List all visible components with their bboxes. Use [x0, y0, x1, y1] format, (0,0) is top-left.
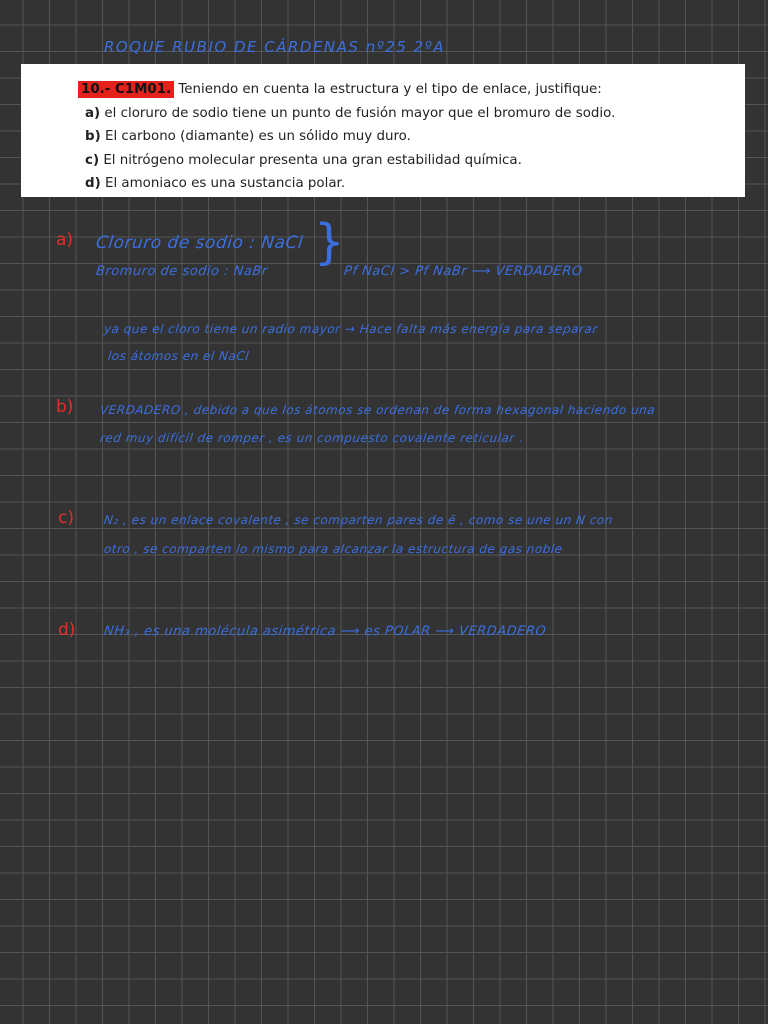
answer-c-line1: N₂ , es un enlace covalente , se comparten pares de ē , como se une un N con: [103, 513, 614, 527]
question-box: [21, 64, 745, 197]
answer-d-line1: NH₃ , es una molécula asimétrica ⟶ es POLAR ⟶ VERDADERO: [103, 624, 547, 639]
question-item-text: el cloruro de sodio tiene un punto de fusión mayor que el bromuro de sodio.: [104, 105, 616, 121]
answer-b-line1: VERDADERO , debido a que los átomos se ordenan de forma hexagonal haciendo una: [99, 403, 656, 417]
question-intro: Teniendo en cuenta la estructura y el tipo de enlace, justifique:: [178, 82, 602, 97]
answer-a-reason2: los átomos en el NaCl: [107, 349, 250, 363]
question-item-letter: c): [85, 152, 100, 168]
question-item-b: [85, 125, 745, 149]
answer-a-line1: Cloruro de sodio : NaCl: [94, 233, 305, 253]
question-item-a: [85, 102, 745, 126]
answer-d-mark: d): [58, 620, 76, 640]
question-item-text: El nitrógeno molecular presenta una gran estabilidad química.: [103, 152, 522, 168]
answer-a-conclusion: Pf NaCl > Pf NaBr ⟶ VERDADERO: [343, 264, 584, 279]
answer-a-line2: Bromuro de sodio : NaBr: [95, 264, 269, 279]
question-item-text: El carbono (diamante) es un sólido muy duro.: [104, 129, 411, 144]
answer-c-line2: otro , se comparten lo mismo para alcanzar la estructura de gas noble: [103, 542, 564, 556]
question-item-letter: d): [85, 176, 101, 191]
student-name-line: ROQUE RUBIO DE CÁRDENAS nº25 2ºA: [104, 38, 446, 56]
question-item-letter: a): [85, 105, 101, 121]
question-item-d: [85, 172, 745, 196]
answer-a-mark: a): [56, 230, 74, 250]
question-item-letter: b): [85, 129, 101, 144]
question-item-text: El amoniaco es una sustancia polar.: [104, 176, 346, 191]
question-header: [81, 78, 745, 102]
answer-c-mark: c): [58, 508, 74, 528]
question-code: 10.- C1M01.: [78, 81, 174, 98]
answer-b-line2: red muy difícil de romper , es un compuesto covalente reticular .: [99, 431, 525, 445]
brace-icon: }: [314, 214, 345, 270]
question-item-c: [85, 149, 745, 173]
answer-a-reason1: ya que el cloro tiene un radio mayor → Hace falta más energía para separar: [103, 322, 599, 336]
answer-b-mark: b): [56, 397, 74, 417]
